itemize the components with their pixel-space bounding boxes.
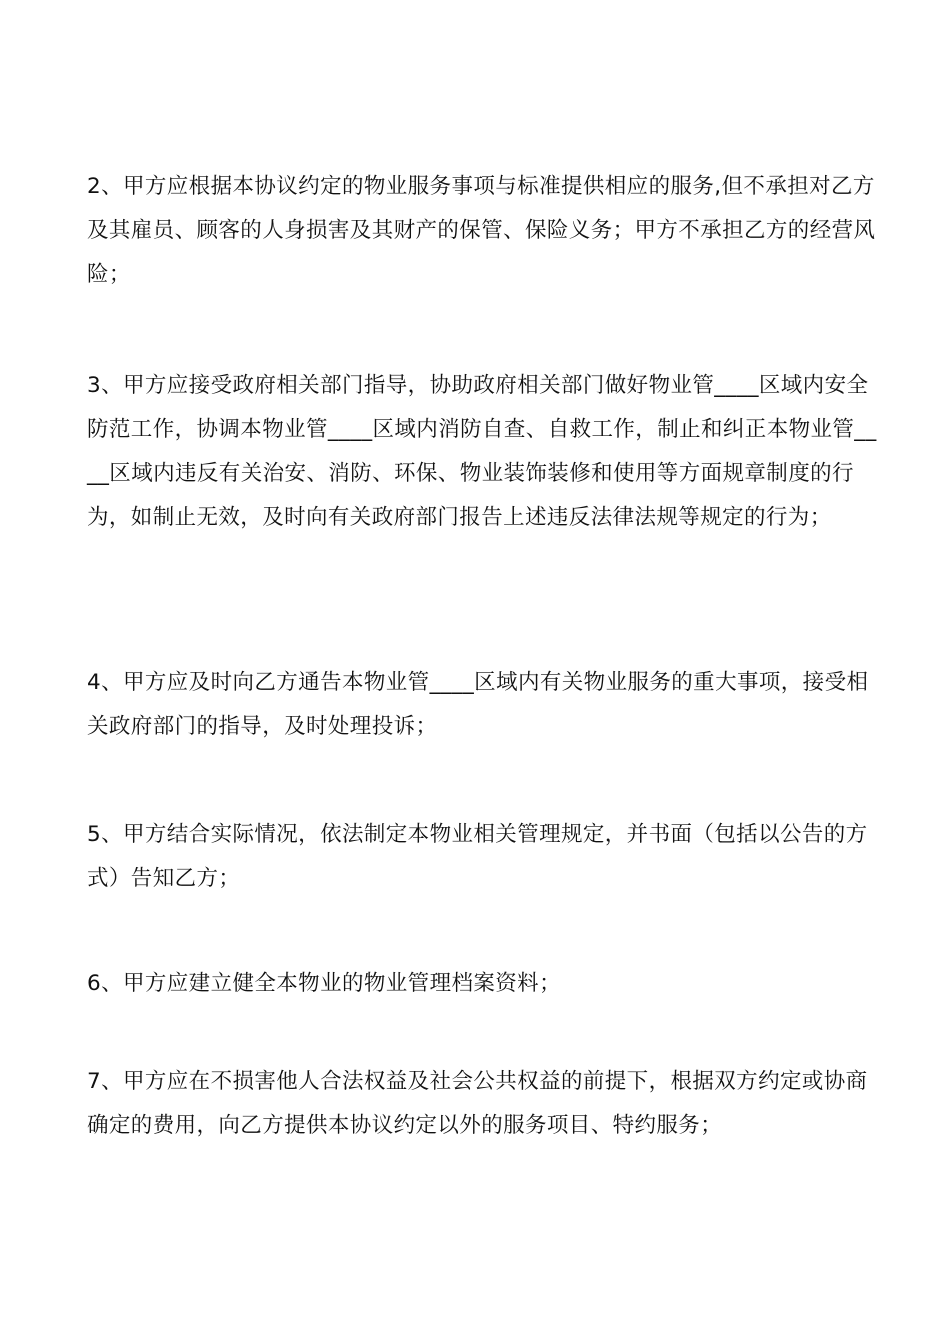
paragraph-clause-7: 7、甲方应在不损害他人合法权益及社会公共权益的前提下，根据双方约定或协商确定的费用，向乙方提供本协议约定以外的服务项目、特约服务； [87,1069,868,1138]
paragraph-clause-2: 2、甲方应根据本协议约定的物业服务事项与标准提供相应的服务,但不承担对乙方及其雇员、顾客的人身损害及其财产的保管、保险义务；甲方不承担乙方的经营风险； [87,174,876,287]
paragraph-clause-6: 6、甲方应建立健全本物业的物业管理档案资料； [87,971,561,996]
paragraph-clause-4: 4、甲方应及时向乙方通告本物业管____区域内有关物业服务的重大事项，接受相关政府部门的指导，及时处理投诉； [87,670,869,739]
paragraph-clause-5: 5、甲方结合实际情况，依法制定本物业相关管理规定，并书面（包括以公告的方式）告知乙方； [87,822,868,891]
paragraph-clause-3: 3、甲方应接受政府相关部门指导，协助政府相关部门做好物业管____区域内安全防范工作，协调本物业管____区域内消防自查、自救工作，制止和纠正本物业管____区域内违反有关治安、消防、环保、物业装饰装修和使用等方面规章制度的行为，如制止无效，及时向有关政府部门报告上述违反法律法规等规定的行为； [87,373,877,530]
